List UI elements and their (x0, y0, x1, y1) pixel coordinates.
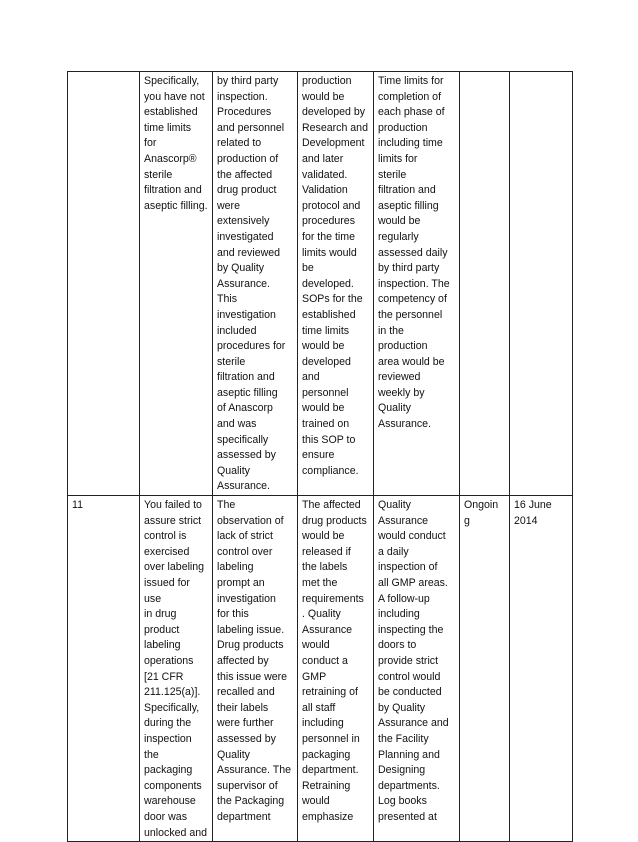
date-cell (510, 72, 573, 496)
corrective-action-cell: production would be developed by Research and Development and later validated. Validation protocol and procedures for the time limits would be developed. SOPs for the established time limits would be developed and personnel would be trained on this SOP to ensure compliance. (298, 72, 374, 496)
action-taken-cell: by third party inspection. Procedures and personnel related to production of the affected drug product were extensively investigated and reviewed by Quality Assurance. This investigation included procedures for sterile filtration and aseptic filling of Anascorp and was specifically assessed by Quality Assurance. (213, 72, 298, 496)
table-row (68, 72, 573, 496)
action-taken-cell: The observation of lack of strict control over labeling prompt an investigation for this labeling issue. Drug products affected by this issue were recalled and their labels were further assessed by Quality Assurance. The supervisor of the Packaging department (213, 496, 298, 842)
status-cell: Ongoin g (460, 496, 510, 842)
preventive-action-cell: Time limits for completion of each phase of production including time limits for sterile filtration and aseptic filling would be regularly assessed daily by third party inspection. The competency of the personnel in the production area would be reviewed weekly by Quality Assurance. (374, 72, 460, 496)
table-row (68, 496, 573, 842)
capa-table (67, 71, 573, 842)
observation-cell: Specifically, you have not established time limits for Anascorp® sterile filtration and aseptic filling. (140, 72, 213, 496)
item-number-cell: 11 (68, 496, 140, 842)
item-number-cell (68, 72, 140, 496)
observation-cell: You failed to assure strict control is exercised over labeling issued for use in drug product labeling operations [21 CFR 211.125(a)]. Specifically, during the inspection the packaging components warehouse door was unlocked and (140, 496, 213, 842)
corrective-action-cell: The affected drug products would be released if the labels met the requirements . Quality Assurance would conduct a GMP retraining of all staff including personnel in packaging department. Retraining would emphasize (298, 496, 374, 842)
status-cell (460, 72, 510, 496)
date-cell: 16 June 2014 (510, 496, 573, 842)
preventive-action-cell: Quality Assurance would conduct a daily inspection of all GMP areas. A follow-up including inspecting the doors to provide strict control would be conducted by Quality Assurance and the Facility Planning and Designing departments. Log books presented at (374, 496, 460, 842)
